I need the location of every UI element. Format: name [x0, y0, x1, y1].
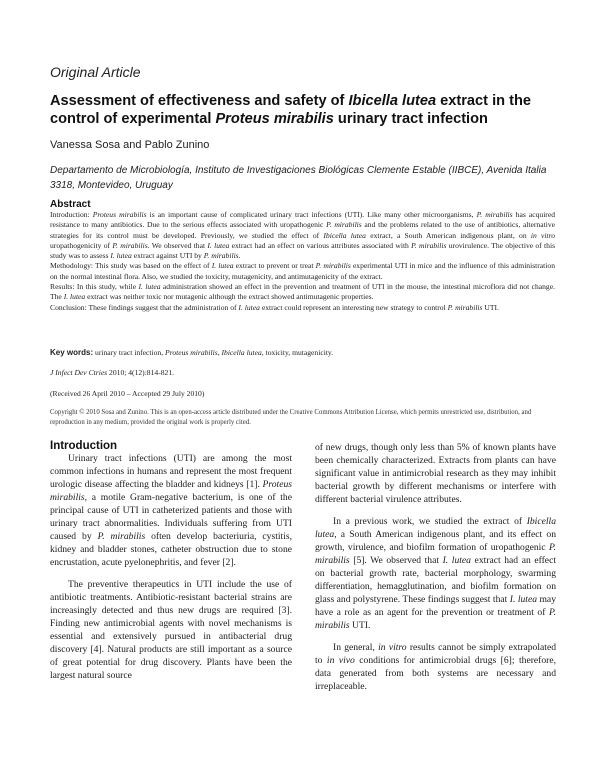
italic-term: P. mirabilis: [112, 240, 148, 250]
italic-term: I. lutea: [63, 292, 86, 302]
italic-term: Proteus mirabilis: [165, 348, 218, 357]
title-part-1: Assessment of effectiveness and safety of: [50, 93, 349, 109]
article-type: Original Article: [50, 64, 141, 80]
abstract-results: Results: In this study, while I. lutea administration showed an effect in the prevention and treatment of UTI in the mouse, the intestinal microflora did not change. The I. lutea extract was neither toxic nor mutagenic although the extract showed antimutagenic properties.: [50, 282, 556, 302]
abstract-conclusion: Conclusion: These findings suggest that the administration of I. lutea extract could represent an interesting new strategy to control P. mirabilis UTI.: [50, 302, 499, 312]
title-part-3: urinary tract infection: [333, 111, 488, 127]
italic-term: P. mirabilis: [326, 220, 362, 230]
italic-term: P. mirabilis: [476, 210, 513, 219]
abstract-body: [50, 210, 555, 313]
italic-term: I. lutea: [110, 251, 132, 261]
introduction-heading: Introduction: [50, 440, 118, 452]
italic-term: P. mirabilis: [97, 531, 146, 543]
article-title: [50, 92, 555, 128]
body-paragraph: The preventive therapeutics in UTI include the use of antibiotic treatments. Antibiotic-resistant bacterial strains are increasingly detected and thus new drugs are required [3]. Finding new antimicrobial agents with novel mechanisms is essential and extensively pursued in antibacterial drug discovery [4]. Natural products are still important as a source of great potential for drug discovery. Plants have been the largest natural source: [50, 578, 292, 682]
body-paragraph: In general, in vitro results cannot be simply extrapolated to in vivo conditions for antimicrobial drugs [6]; therefore, data generated from both systems are necessary and irreplaceable.: [315, 641, 556, 692]
italic-term: P. mirabilis: [203, 251, 239, 261]
introduction-right-column: [315, 441, 556, 693]
title-part-2: extract in the control of experimental: [50, 93, 531, 127]
journal-citation: J Infect Dev Ctries 2010; 4(12):814-821.: [50, 368, 175, 377]
italic-term: I. lutea: [442, 554, 471, 566]
italic-term: P. mirabilis: [447, 302, 483, 312]
italic-term: I. lutea: [138, 282, 161, 292]
keywords-label: Key words:: [50, 348, 94, 357]
affiliation: Departamento de Microbiología, Instituto de Investigaciones Biológicas Clemente Estable (IIBCE), Avenida Italia 3318, Montevideo, Uruguay: [50, 165, 547, 191]
italic-term: I. lutea: [509, 594, 538, 606]
italic-term: Ibicella lutea: [323, 230, 366, 240]
introduction-left-column: [50, 452, 292, 682]
italic-term: I. lutea: [238, 302, 260, 312]
abstract-heading: Abstract: [50, 199, 91, 210]
keywords: [50, 348, 555, 357]
abstract-methodology: Methodology: This study was based on the effect of I. lutea extract to prevent or treat P. mirabilis experimental UTI in mice and the influence of this administration on the normal intestinal flora. Also, we studied the toxicity, mutagenicity, and antimutagenicity of the extract.: [50, 261, 555, 281]
italic-term: Proteus mirabilis: [50, 479, 292, 504]
title-species-1: Ibicella lutea: [348, 93, 437, 109]
italic-term: Proteus mirabilis: [92, 210, 147, 219]
italic-term: in vitro: [530, 230, 556, 240]
italic-term: P. mirabilis: [411, 240, 447, 250]
keywords-list: urinary tract infection, Proteus mirabilis, Ibicella lutea, toxicity, mutagenicity.: [93, 348, 334, 357]
italic-term: Ibicella lutea: [315, 515, 556, 540]
italic-term: I. lutea: [211, 261, 234, 271]
italic-term: I. lutea: [207, 240, 230, 250]
body-paragraph: of new drugs, though only less than 5% of known plants have been chemically characterized. Extracts from plants can have significant value in antimicrobial research as they may inhibit bacterial growth by different mechanisms or interfere with different bacterial virulence attributes.: [315, 442, 556, 506]
copyright-notice: Copyright © 2010 Sosa and Zunino. This is an open-access article distributed under the Creative Commons Attribution License, which permits unrestricted use, distribution, and reproduction in any medium, provided the original work is properly cited.: [50, 409, 532, 426]
italic-term: P. mirabilis: [315, 607, 556, 632]
italic-term: J Infect Dev Ctries: [50, 368, 108, 377]
title-species-2: Proteus mirabilis: [215, 111, 334, 127]
italic-term: P. mirabilis: [315, 541, 556, 566]
abstract-introduction: Introduction: Proteus mirabilis is an important cause of complicated urinary tract infections (UTI). Like many other microorganisms, P. mirabilis has acquired resistance to many antibiotics. Due to the serious effects associated with uropathogenic P. mirabilis and the problems related to the use of antibiotics, alternative strategies for its control must be developed. Previously, we studied the effect of Ibicella lutea extract, a South American indigenous plant, on in vitro uropathogenicity of P. mirabilis. We observed that I. lutea extract had an effect on various attributes associated with P. mirabilis urovirulence. The objective of this study was to assess I. lutea extract against UTI by P. mirabilis.: [50, 210, 556, 261]
italic-term: Ibicella lutea: [221, 348, 262, 357]
body-paragraph: Urinary tract infections (UTI) are among the most common infections in humans and represent the most frequent urologic disease affecting the bladder and kidneys [1]. Proteus mirabilis, a motile Gram-negative bacterium, is one of the principal cause of UTI in catheterized patients and those with urinary tract abnormalities. Individuals suffering from UTI caused by P. mirabilis often develop bacteriuria, cystitis, kidney and bladder stones, catheter obstruction due to stone encrustation, acute pyelonephritis, and fever [2].: [50, 453, 292, 569]
body-paragraph: In a previous work, we studied the extract of Ibicella lutea, a South American indigenous plant, and its effect on growth, virulence, and biofilm formation of uropathogenic P. mirabilis [5]. We observed that I. lutea extract had an effect on bacterial growth rate, bacterial morphology, swarming differentiation, hemagglutination, and biofilm formation on glass and polystyrene. These findings suggest that I. lutea may have a role as an agent for the prevention or treatment of P. mirabilis UTI.: [315, 515, 556, 632]
received-dates: (Received 26 April 2010 – Accepted 29 July 2010): [50, 389, 205, 398]
italic-term: P. mirabilis: [315, 261, 351, 271]
italic-term: in vitro: [378, 641, 407, 653]
italic-term: in vivo: [326, 654, 355, 666]
authors: Vanessa Sosa and Pablo Zunino: [50, 139, 210, 151]
